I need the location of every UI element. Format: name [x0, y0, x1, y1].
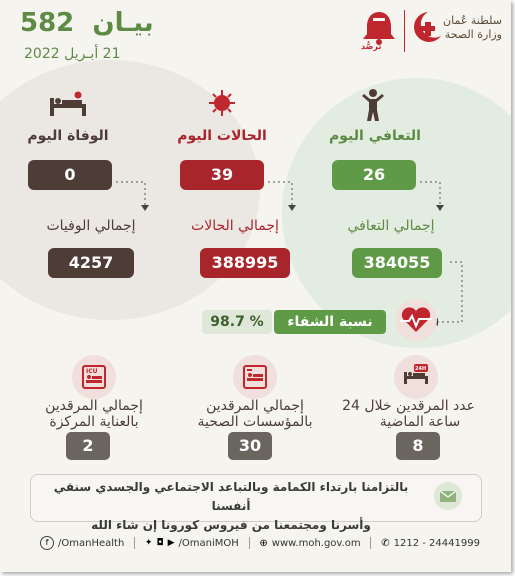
total-recovered-value: 384055 [352, 248, 442, 278]
footer-divider [134, 537, 135, 549]
report-date: 21 أبـريل 2022 [24, 46, 121, 62]
message-text: بالتزامنا بارتداء الكمامة وبالتباعد الاجتماعي والجسدي سنقي أنفسنا وأسرنا ومجتمعنا من فيروس كورونا إن شاء الله [53, 480, 409, 532]
total-deaths-value: 4257 [48, 248, 134, 278]
facebook-handle: /OmanHealth [58, 537, 125, 549]
hospitalized-institutions-label: إجمالي المرقدين بالمؤسسات الصحية [197, 398, 313, 430]
tarasud-logo-text: ترصُّد [361, 42, 382, 51]
cases-today-value: 39 [180, 160, 264, 190]
phone-icon: ✆ [381, 537, 390, 549]
recovery-rate-value: 98.7 % [202, 310, 272, 334]
hospitalized-24h-value: 8 [396, 432, 440, 460]
total-deaths-label: إجمالي الوفيات [46, 218, 136, 234]
website-url: www.moh.gov.om [271, 537, 361, 549]
total-recovered-label: إجمالي التعافي [347, 218, 435, 234]
heart-pulse-icon [394, 298, 438, 342]
phone-number: 1212 - 24441999 [393, 537, 480, 549]
moh-name: سلطنة عُمان وزارة الصحة [443, 14, 502, 41]
hospitalized-institutions-value: 30 [228, 432, 272, 460]
deaths-today-label: الوفاة اليوم [27, 128, 109, 144]
icu-icon-text: ICU [86, 368, 98, 375]
twitter-icon: ✦ [144, 538, 153, 548]
hospital-institutions-icon [233, 355, 277, 399]
globe-icon: ⊕ [259, 537, 268, 549]
footer-facebook[interactable] [40, 536, 124, 550]
deaths-today-value: 0 [28, 160, 112, 190]
social-handle: /OmaniMOH [178, 537, 239, 549]
footer-website[interactable] [259, 538, 360, 549]
instagram-icon: ◘ [156, 538, 164, 548]
youtube-icon: ▶ [167, 538, 175, 548]
total-cases-label: إجمالي الحالات [191, 218, 279, 234]
footer-divider [249, 537, 250, 549]
total-cases-value: 388995 [200, 248, 290, 278]
cases-today-label: الحالات اليوم [177, 128, 267, 144]
recovered-today-value: 26 [332, 160, 416, 190]
footer-social[interactable] [145, 538, 239, 549]
hospitalized-24h-icon-text: 24H [415, 366, 427, 372]
recovery-rate-label: نسبة الشفاء [274, 310, 386, 334]
mail-icon [434, 482, 462, 510]
footer [40, 532, 480, 554]
hospitalized-24h-label: عدد المرقدين خلال 24 ساعة الماضية [342, 398, 475, 430]
footer-divider [370, 537, 371, 549]
footer-phone[interactable] [381, 538, 480, 549]
hospitalized-icu-value: 2 [66, 432, 110, 460]
hospitalized-icu-label: إجمالي المرقدين بالعناية المركزة [45, 398, 143, 430]
hospitalized-24h-icon [394, 355, 438, 399]
page-title: بيـان 582 [20, 8, 154, 38]
icu-icon [72, 355, 116, 399]
facebook-icon: f [40, 536, 54, 550]
recovered-today-label: التعافي اليوم [329, 128, 421, 144]
